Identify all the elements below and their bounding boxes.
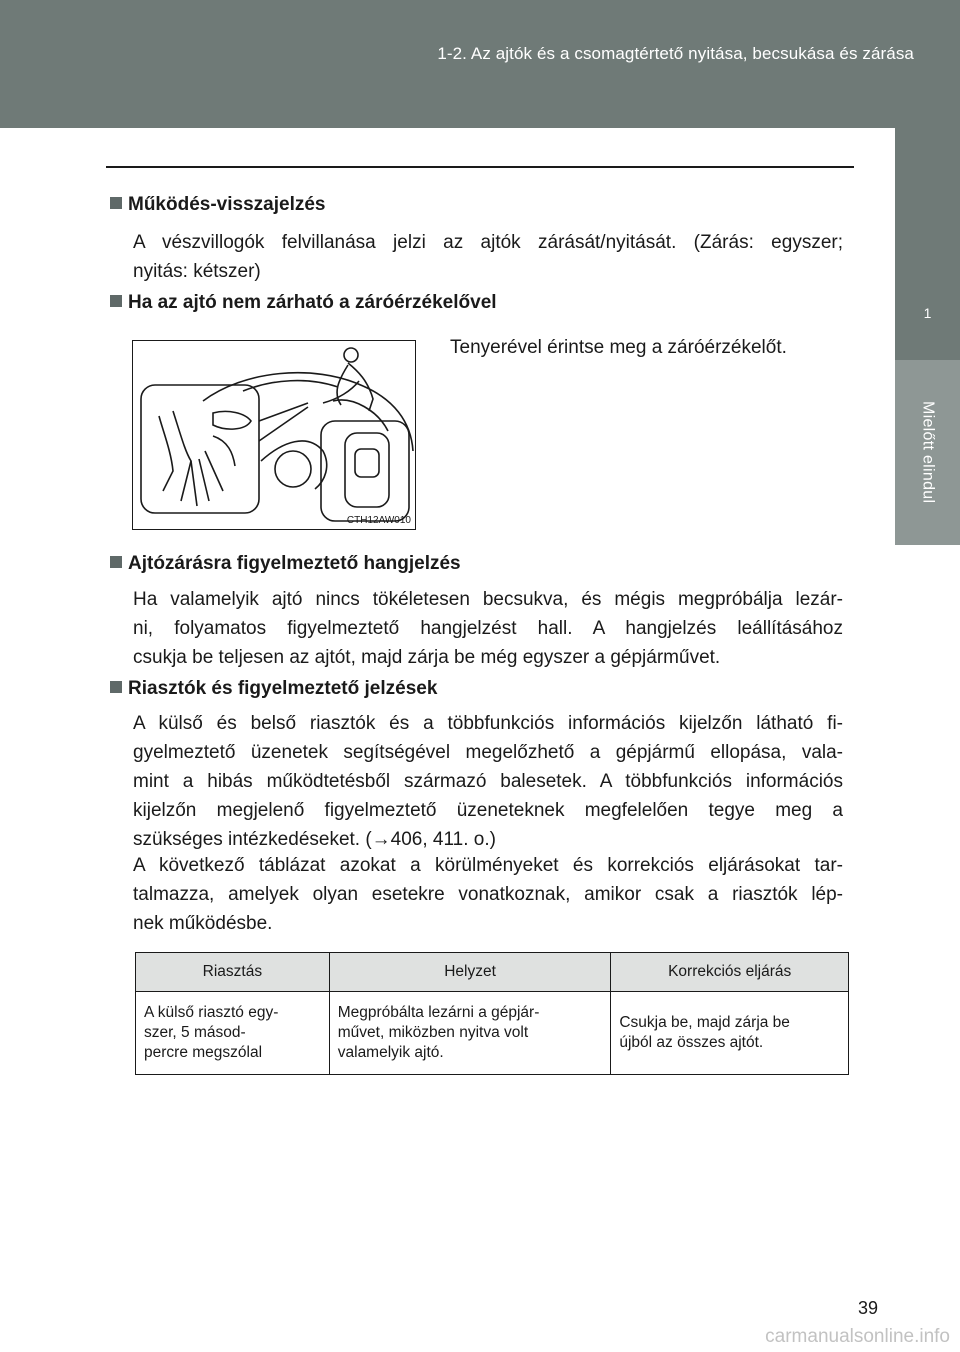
text-line: csukja be teljesen az ajtót, majd zárja be még egyszer a gépjárművet. (133, 647, 721, 668)
heading-door-warning-text: Ajtózárásra figyelmeztető hangjelzés (128, 553, 461, 574)
cell-line: szer, 5 másod- (144, 1024, 246, 1041)
paragraph-door-warning (133, 585, 843, 672)
text-line: A külső és belső riasztók és a többfunkciós információs kijelzőn látható fi- (133, 713, 843, 734)
square-bullet-icon (110, 556, 122, 568)
square-bullet-icon (110, 295, 122, 307)
chapter-number: 1 (923, 305, 932, 321)
cell-line: percre megszólal (144, 1044, 263, 1061)
paragraph-alarms-1 (133, 709, 843, 854)
paragraph-feedback (133, 228, 843, 286)
heading-feedback-text: Működés-visszajelzés (128, 194, 326, 215)
chapter-label-box (895, 362, 960, 542)
text-line: kijelzőn megjelenő figyelmeztető üzeneteknek megfelelően tegye meg a (133, 800, 843, 821)
square-bullet-icon (110, 197, 122, 209)
figure-code: CTH12AW010 (346, 515, 411, 526)
chapter-tab (895, 128, 960, 360)
text-line: A következő táblázat azokat a körülményeket és korrekciós eljárásokat tar- (133, 855, 843, 876)
chapter-label: Mielőtt elindul (919, 400, 937, 504)
figure-caption: Tenyerével érintse meg a záróérzékelőt. (450, 337, 787, 358)
text-line: szükséges intézkedéseket. (→406, 411. o.) (133, 829, 496, 850)
text-line: nyitás: kétszer) (133, 261, 261, 282)
header-band (0, 0, 960, 128)
top-divider (106, 166, 854, 168)
table-header-cell: Helyzet (329, 953, 611, 992)
cell-line: Megpróbálta lezárni a gépjár- (337, 1004, 540, 1021)
page-number: 39 (858, 1298, 879, 1318)
car-hand-key-drawing (133, 341, 415, 529)
cell-line: újból az összes ajtót. (619, 1034, 764, 1051)
table-cell-alarm (136, 992, 330, 1075)
table-header-cell: Riasztás (136, 953, 330, 992)
alarm-table (135, 952, 849, 1075)
square-bullet-icon (110, 681, 122, 693)
text-line: ni, folyamatos figyelmeztető hangjelzést hall. A hangjelzés leállításához (133, 618, 843, 639)
heading-alarms (110, 678, 437, 700)
lock-sensor-illustration (132, 340, 416, 530)
text-line: gyelmeztető üzenetek segítségével megelőzhető a gépjármű ellopása, vala- (133, 742, 843, 763)
table-row (136, 992, 849, 1075)
heading-sensor-text: Ha az ajtó nem zárható a záróérzékelővel (128, 292, 497, 313)
heading-alarms-text: Riasztók és figyelmeztető jelzések (128, 678, 438, 699)
text-line: Ha valamelyik ajtó nincs tökéletesen becsukva, és mégis megpróbálja lezár- (133, 589, 843, 610)
table-header-row (136, 953, 849, 992)
table-cell-situation (329, 992, 611, 1075)
table-cell-correction (611, 992, 849, 1075)
cell-line: művet, miközben nyitva volt (337, 1024, 529, 1041)
cell-line: Csukja be, majd zárja be (619, 1014, 790, 1031)
text-line: nek működésbe. (133, 913, 273, 934)
text-line: mint a hibás működtetésből származó balesetek. A többfunkciós információs (133, 771, 843, 792)
heading-feedback (110, 194, 325, 216)
heading-sensor (110, 292, 497, 314)
watermark: carmanualsonline.info (765, 1326, 950, 1347)
heading-door-warning (110, 553, 461, 575)
section-title: 1-2. Az ajtók és a csomagtértető nyitása, becsukása és zárása (437, 44, 914, 63)
paragraph-alarms-2 (133, 851, 843, 938)
text-line: A vészvillogók felvillanása jelzi az ajtók zárását/nyitását. (Zárás: egyszer; (133, 232, 843, 253)
text-line: talmazza, amelyek olyan esetekre vonatkoznak, amikor csak a riasztók lép- (133, 884, 843, 905)
table-header-cell: Korrekciós eljárás (611, 953, 849, 992)
cell-line: valamelyik ajtó. (337, 1044, 444, 1061)
cell-line: A külső riasztó egy- (144, 1004, 279, 1021)
